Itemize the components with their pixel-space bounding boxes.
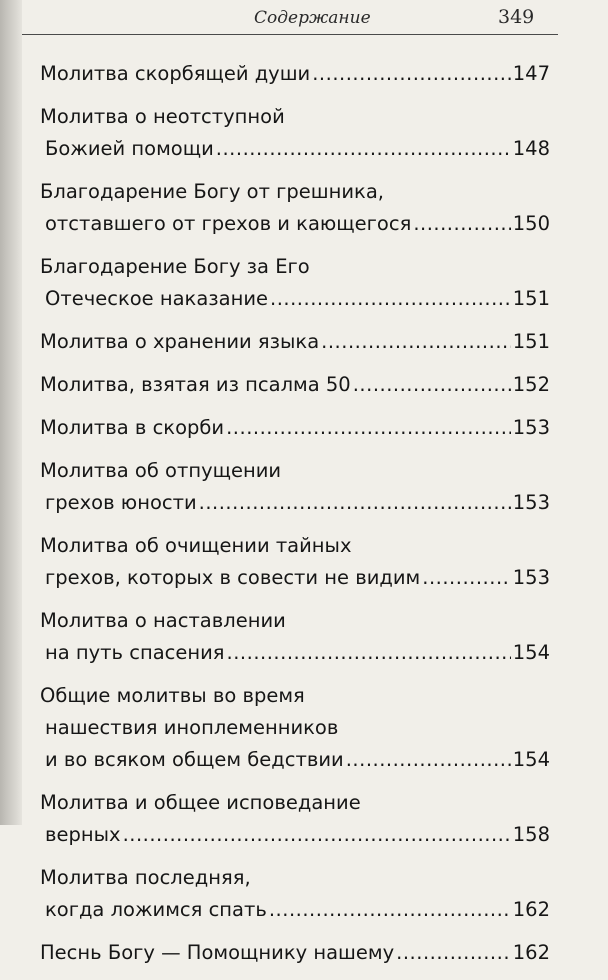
page-number: 349 bbox=[498, 6, 535, 28]
toc-entry-title: Молитва и общее исповедание bbox=[40, 791, 361, 814]
toc-entry-line bbox=[40, 819, 550, 851]
toc-dot-leader bbox=[123, 819, 511, 851]
toc-entry-title: Молитва в скорби bbox=[40, 416, 225, 439]
toc-entry-line bbox=[40, 744, 550, 776]
toc-entry-title: отставшего от грехов и кающегося bbox=[45, 212, 412, 235]
toc-dot-leader bbox=[353, 369, 511, 401]
toc-entry-title: верных bbox=[45, 823, 121, 846]
toc-entry-title: Благодарение Богу за Его bbox=[40, 255, 310, 278]
toc-entry-line bbox=[40, 326, 550, 358]
toc-entry-title: Молитва о хранении языка bbox=[40, 330, 320, 353]
toc-entry-page: 147 bbox=[512, 62, 550, 85]
toc-dot-leader bbox=[269, 894, 511, 926]
toc-entry bbox=[40, 369, 550, 401]
toc-entry-title: Молитва об очищении тайных bbox=[40, 534, 352, 557]
toc-entry-page: 153 bbox=[512, 566, 550, 589]
toc-entry-title: Молитва последняя, bbox=[40, 866, 251, 889]
toc-entry-line bbox=[40, 283, 550, 315]
toc-entry-title: грехов, которых в совести не видим bbox=[45, 566, 421, 589]
toc-entry bbox=[40, 412, 550, 444]
toc-entry-title: Божией помощи bbox=[45, 137, 214, 160]
toc-entry-title: Молитва скорбящей души bbox=[40, 62, 311, 85]
toc-entry-line bbox=[40, 176, 550, 208]
toc-entry-page: 154 bbox=[512, 748, 550, 771]
toc-entry-page: 151 bbox=[512, 330, 550, 353]
running-header bbox=[22, 0, 608, 38]
toc-entry-page: 162 bbox=[512, 941, 550, 964]
toc-entry-line bbox=[40, 208, 550, 240]
toc-entry bbox=[40, 326, 550, 358]
toc-entry-page: 151 bbox=[512, 287, 550, 310]
toc-entry-title: Молитва о неотступной bbox=[40, 105, 285, 128]
toc-entry-line bbox=[40, 894, 550, 926]
toc-entry bbox=[40, 176, 550, 240]
toc-dot-leader bbox=[199, 487, 511, 519]
toc-entry-page: 153 bbox=[512, 491, 550, 514]
toc-entry-line bbox=[40, 712, 550, 744]
toc-entry-page: 148 bbox=[512, 137, 550, 160]
toc-entry-line bbox=[40, 680, 550, 712]
toc-entry-page: 162 bbox=[512, 898, 550, 921]
toc-entry-line bbox=[40, 605, 550, 637]
toc-entry bbox=[40, 58, 550, 90]
toc-entry-title: Благодарение Богу от грешника, bbox=[40, 180, 384, 203]
toc-entry bbox=[40, 530, 550, 594]
toc-entry-line bbox=[40, 58, 550, 90]
toc-entry bbox=[40, 937, 550, 969]
toc-entry-line bbox=[40, 455, 550, 487]
toc-dot-leader bbox=[346, 744, 511, 776]
toc-entry-title: на путь спасения bbox=[45, 641, 225, 664]
toc-entry-page: 154 bbox=[512, 641, 550, 664]
toc-entry-title: нашествия иноплеменников bbox=[45, 716, 339, 739]
toc-entry-title: Общие молитвы во время bbox=[40, 684, 305, 707]
toc-entry-title: Молитва о наставлении bbox=[40, 609, 286, 632]
toc-entry bbox=[40, 455, 550, 519]
toc-entry-line bbox=[40, 530, 550, 562]
toc-entry-line bbox=[40, 251, 550, 283]
toc-dot-leader bbox=[321, 326, 511, 358]
toc-entry-line bbox=[40, 637, 550, 669]
toc-dot-leader bbox=[312, 58, 511, 90]
table-of-contents bbox=[40, 58, 550, 980]
toc-entry-title: когда ложимся спать bbox=[45, 898, 267, 921]
toc-entry-line bbox=[40, 412, 550, 444]
toc-entry-line bbox=[40, 862, 550, 894]
toc-entry-line bbox=[40, 133, 550, 165]
running-header-title: Содержание bbox=[254, 8, 371, 28]
toc-dot-leader bbox=[216, 133, 511, 165]
toc-entry-line bbox=[40, 487, 550, 519]
toc-dot-leader bbox=[270, 283, 511, 315]
toc-entry bbox=[40, 101, 550, 165]
toc-entry-page: 158 bbox=[512, 823, 550, 846]
toc-entry-line bbox=[40, 787, 550, 819]
header-rule bbox=[22, 34, 558, 35]
toc-entry-line bbox=[40, 369, 550, 401]
toc-entry-title: грехов юности bbox=[45, 491, 197, 514]
toc-entry-page: 150 bbox=[512, 212, 550, 235]
toc-dot-leader bbox=[227, 637, 511, 669]
toc-entry-title: Молитва об отпущении bbox=[40, 459, 282, 482]
toc-entry-line bbox=[40, 937, 550, 969]
toc-entry-line bbox=[40, 562, 550, 594]
page-gutter-shadow bbox=[0, 0, 22, 825]
toc-entry-title: Молитва, взятая из псалма 50 bbox=[40, 373, 351, 396]
toc-entry bbox=[40, 862, 550, 926]
toc-entry bbox=[40, 251, 550, 315]
toc-dot-leader bbox=[422, 562, 511, 594]
toc-entry bbox=[40, 605, 550, 669]
toc-entry-line bbox=[40, 101, 550, 133]
toc-entry bbox=[40, 787, 550, 851]
toc-entry bbox=[40, 680, 550, 776]
toc-dot-leader bbox=[226, 412, 511, 444]
toc-entry-title: Отеческое наказание bbox=[45, 287, 269, 310]
toc-dot-leader bbox=[413, 208, 510, 240]
toc-entry-title: и во всяком общем бедствии bbox=[45, 748, 344, 771]
toc-dot-leader bbox=[396, 937, 511, 969]
toc-entry-page: 153 bbox=[512, 416, 550, 439]
toc-entry-title: Песнь Богу — Помощнику нашему bbox=[40, 941, 395, 964]
toc-entry-page: 152 bbox=[512, 373, 550, 396]
